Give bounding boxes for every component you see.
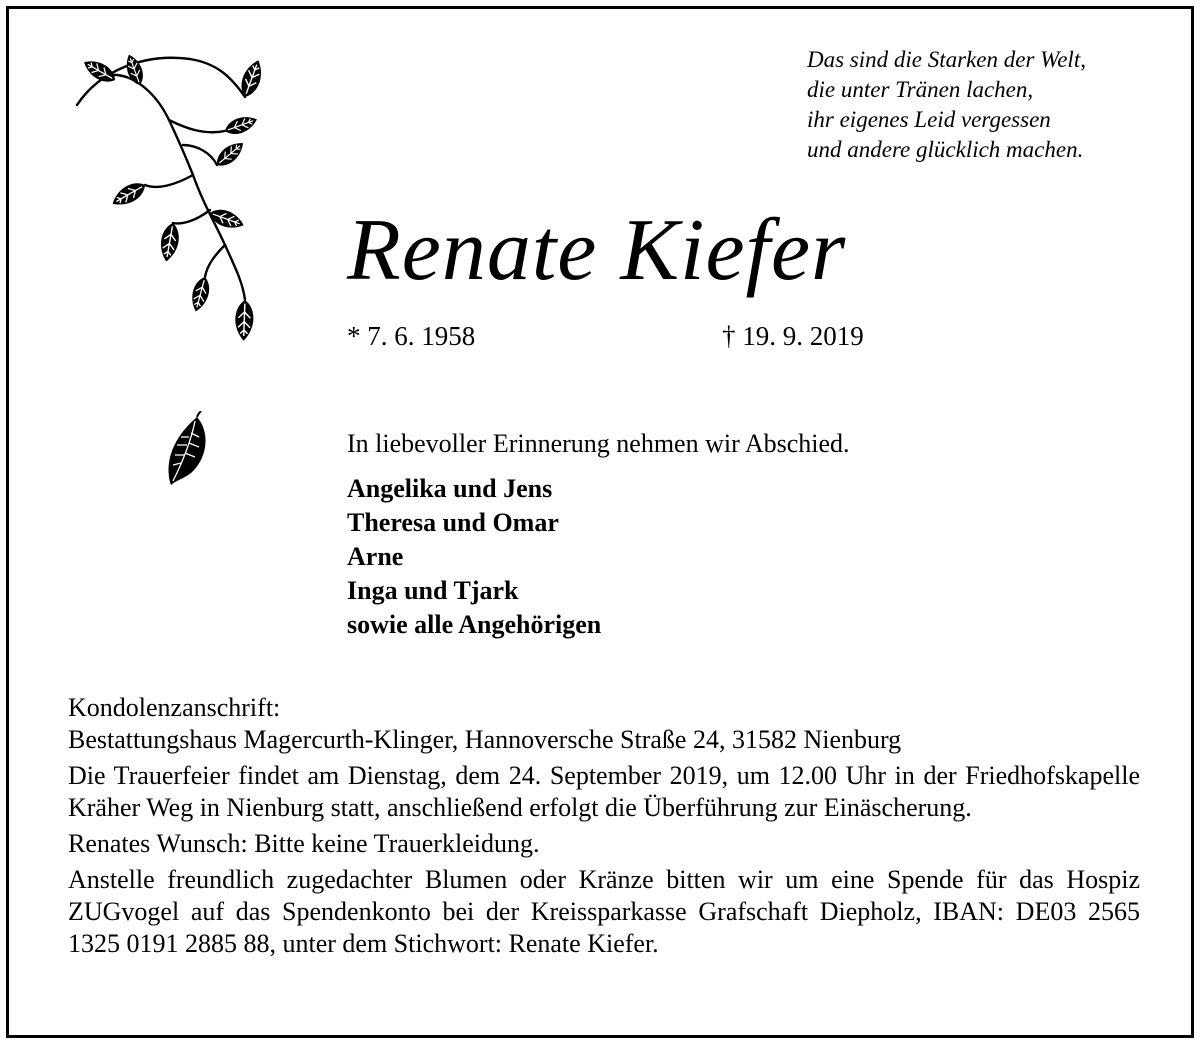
birch-branch-icon (65, 45, 275, 341)
donation-text: Anstelle freundlich zugedachter Blumen oder Kränze bitten wir um eine Spende für das Hospiz ZUGvogel auf das Spendenkonto bei der Kreissparkasse Grafschaft Diepholz, IBAN: DE03 2565 1325 0191 2885 88, unter dem Stichwort: Renate Kiefer. (68, 865, 1140, 958)
condolence-label: Kondolenzanschrift: (68, 693, 281, 722)
death-date: † 19. 9. 2019 (722, 321, 864, 351)
family-member: Inga und Tjark (347, 576, 519, 605)
family-member: Angelika und Jens (347, 474, 553, 503)
falling-leaf-icon (161, 411, 215, 491)
family-member: sowie alle Angehörigen (347, 610, 602, 639)
family-member: Theresa und Omar (347, 508, 559, 537)
birth-date: * 7. 6. 1958 (347, 321, 476, 351)
ceremony-text: Die Trauerfeier findet am Dienstag, dem 24. September 2019, um 12.00 Uhr in der Friedhofskapelle Kräher Weg in Nienburg statt, anschließend erfolgt die Überführung zur Einäscherung. (68, 761, 1140, 822)
farewell-text: In liebevoller Erinnerung nehmen wir Abschied. (347, 429, 850, 458)
quote-line: Das sind die Starken der Welt, (807, 47, 1086, 72)
family-member: Arne (347, 542, 404, 571)
memorial-quote (807, 45, 1179, 165)
condolence-address: Bestattungshaus Magercurth-Klinger, Hannoversche Straße 24, 31582 Nienburg (68, 725, 902, 754)
family-list (347, 472, 601, 642)
wish-text: Renates Wunsch: Bitte keine Trauerkleidung. (68, 829, 540, 858)
quote-line: und andere glücklich machen. (807, 137, 1084, 162)
quote-line: ihr eigenes Leid vergessen (807, 107, 1051, 132)
notice-details (68, 692, 1140, 960)
deceased-name: Renate Kiefer (347, 202, 847, 299)
obituary-notice (6, 6, 1194, 1038)
quote-line: die unter Tränen lachen, (807, 77, 1034, 102)
